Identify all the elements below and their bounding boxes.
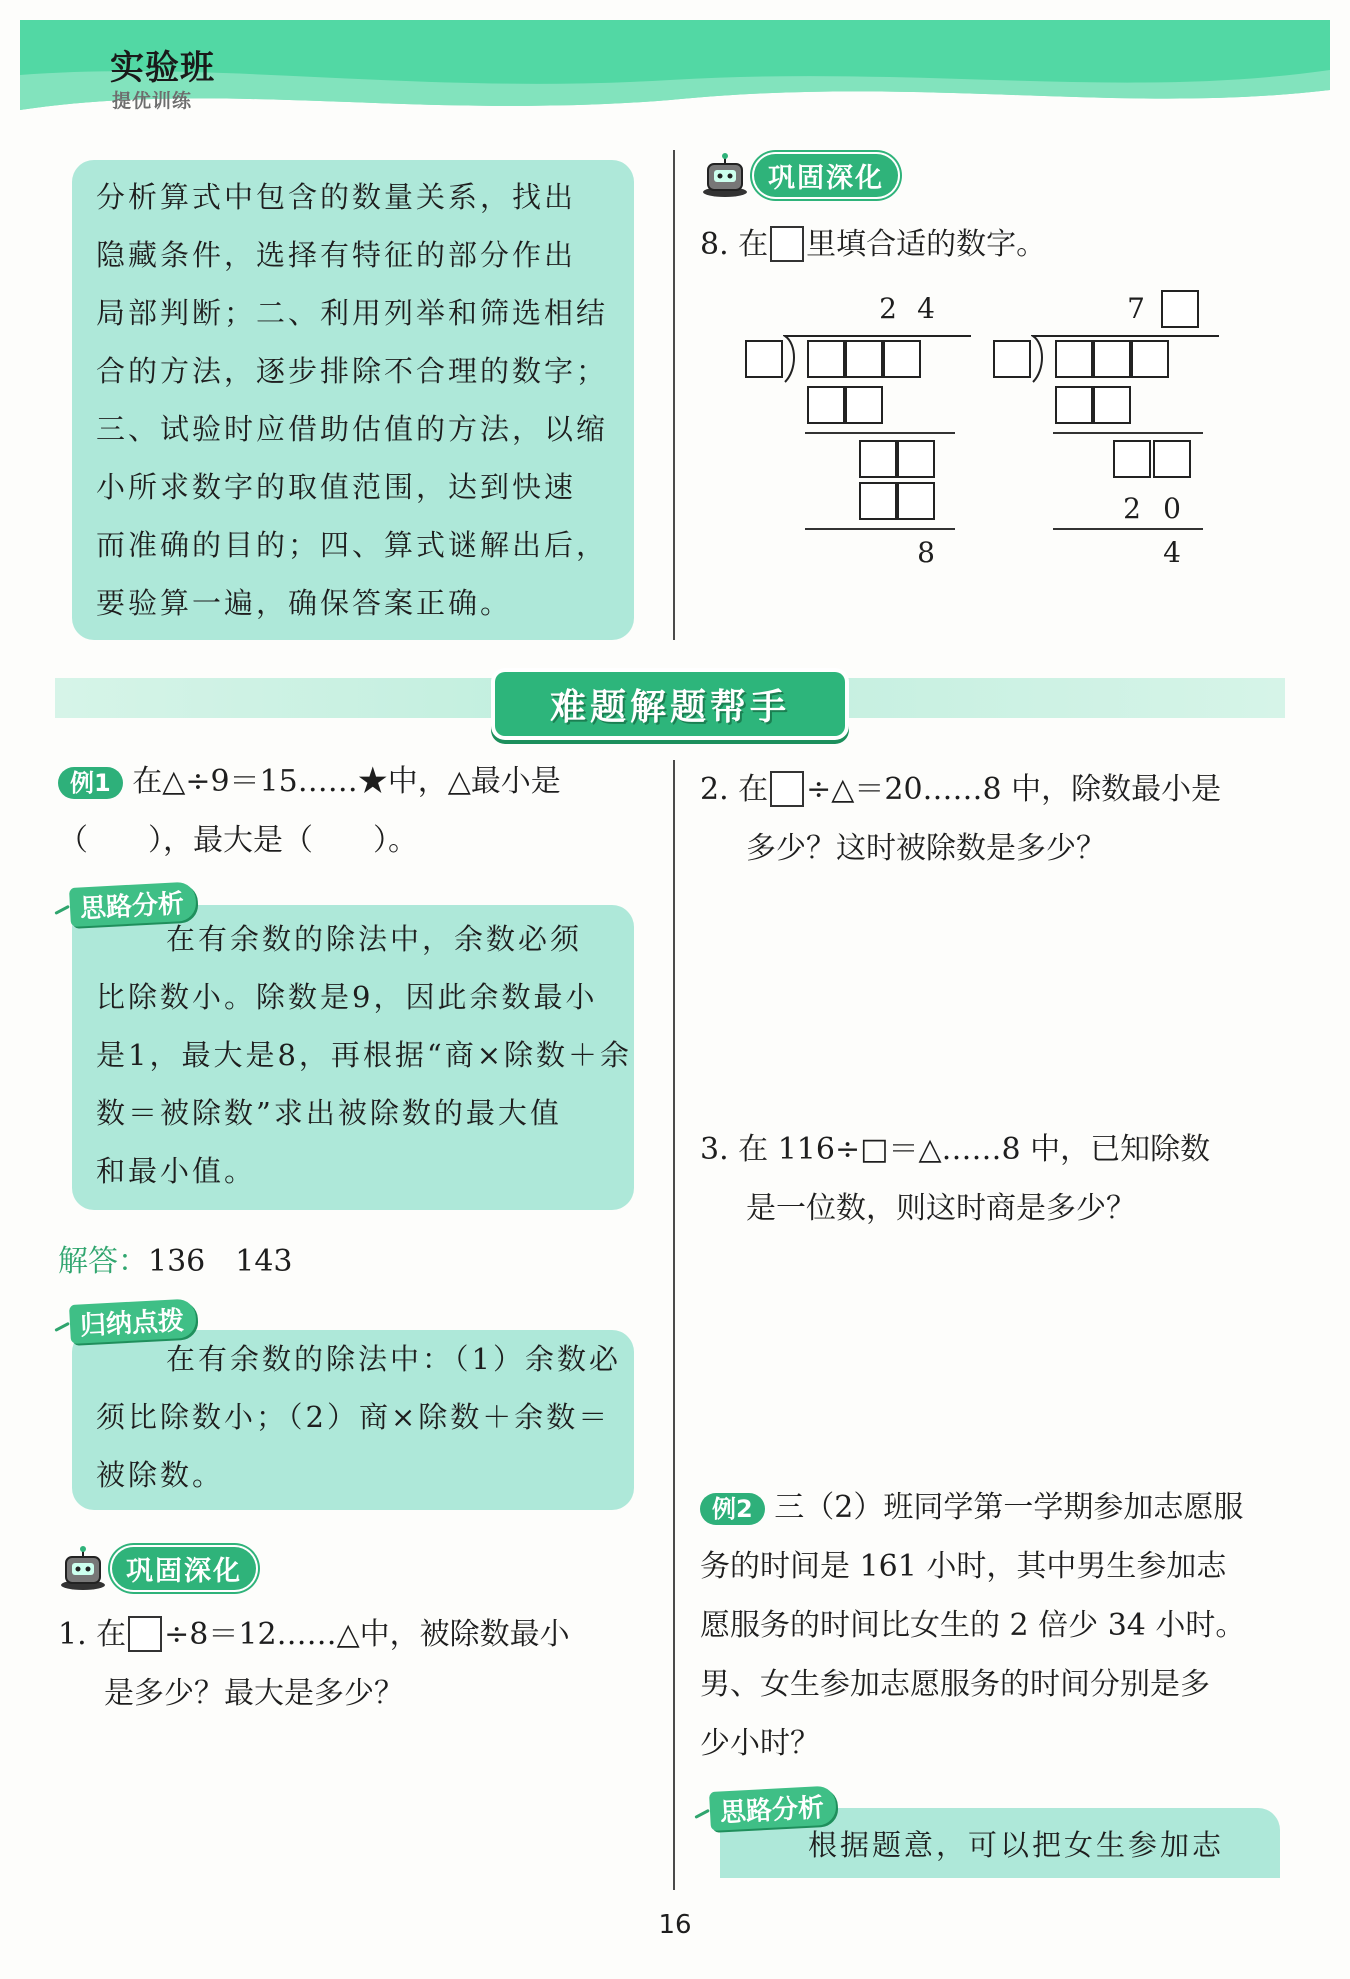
brand-title: 实验班 — [110, 48, 215, 88]
product-box[interactable] — [1093, 386, 1131, 424]
question-2-line1: ÷△＝20……8 中，除数最小是 — [806, 772, 1222, 807]
blank-square[interactable] — [770, 771, 804, 807]
analysis-line: 比除数小。除数是9，因此余数最小 — [96, 980, 598, 1014]
example-2-badge: 例2 — [700, 1493, 765, 1525]
question-2-line2: 多少？这时被除数是多少？ — [746, 831, 1106, 866]
example-2-line: 男、女生参加志愿服务的时间分别是多 — [700, 1667, 1210, 1702]
question-1 — [58, 1605, 658, 1723]
division-line — [1053, 432, 1203, 434]
analysis-line: 数＝被除数”求出被除数的最大值 — [96, 1096, 562, 1130]
column-divider-bottom — [673, 760, 675, 1890]
robot-icon — [58, 1545, 108, 1591]
example-1-badge: 例1 — [58, 767, 123, 799]
dividend-box[interactable] — [1093, 340, 1131, 378]
summary-tag: 归纳点拨 — [69, 1298, 197, 1344]
example-2-line: 愿服务的时间比女生的 2 倍少 34 小时。 — [700, 1608, 1246, 1643]
analysis-line: 和最小值。 — [96, 1154, 257, 1188]
summary-line: 在有余数的除法中：（1）余数必 — [166, 1342, 621, 1376]
example-2-line: 三（2）班同学第一学期参加志愿服 — [774, 1490, 1244, 1525]
example-1-answer — [58, 1232, 293, 1291]
answer-value: 136 143 — [148, 1244, 293, 1279]
question-2 — [700, 760, 1300, 878]
division-line — [1053, 528, 1203, 530]
remainder-digit: 4 — [1163, 536, 1181, 569]
blank-square[interactable] — [770, 226, 804, 262]
dividend-box[interactable] — [883, 340, 921, 378]
section-banner-title: 难题解题帮手 — [549, 686, 790, 728]
remainder-step-box[interactable] — [1153, 440, 1191, 478]
remainder-step-box[interactable] — [859, 440, 897, 478]
summary-line: 被除数。 — [96, 1458, 225, 1492]
product-box[interactable] — [807, 386, 845, 424]
quotient-digit: 4 — [917, 292, 935, 325]
question-2-prefix: 在 — [738, 772, 769, 807]
long-division-left — [745, 290, 965, 580]
tip-line: 要验算一遍，确保答案正确。 — [96, 586, 513, 620]
example-2 — [700, 1478, 1300, 1773]
analysis-line: 在有余数的除法中，余数必须 — [166, 922, 583, 956]
header-banner — [20, 20, 1330, 120]
product-box[interactable] — [1055, 386, 1093, 424]
question-3 — [700, 1120, 1300, 1238]
analysis-line: 根据题意，可以把女生参加志 — [808, 1828, 1225, 1862]
question-3-number: 3. — [700, 1132, 729, 1167]
product-digit: 0 — [1163, 492, 1181, 525]
question-1-prefix: 在 — [96, 1617, 127, 1652]
quotient-box[interactable] — [1161, 290, 1199, 328]
analysis-tag-1: 思路分析 — [69, 881, 197, 927]
dividend-box[interactable] — [1131, 340, 1169, 378]
page-number: 16 — [658, 1910, 692, 1940]
summary-line: 须比除数小；（2）商×除数＋余数＝ — [96, 1400, 611, 1434]
column-divider-top — [673, 150, 675, 640]
example-2-line: 少小时？ — [700, 1726, 820, 1761]
analysis-line: 是1，最大是8，再根据“商×除数＋余 — [96, 1038, 633, 1072]
dividend-box[interactable] — [1055, 340, 1093, 378]
quotient-digit: 7 — [1127, 292, 1145, 325]
answer-label: 解答： — [58, 1244, 148, 1279]
tip-line: 三、试验时应借助估值的方法，以缩 — [96, 412, 609, 446]
section-consolidate-label: 巩固深化 — [112, 1547, 256, 1590]
product-box[interactable] — [859, 482, 897, 520]
section-consolidate-top — [700, 152, 898, 198]
product-box[interactable] — [897, 482, 935, 520]
division-line — [805, 432, 955, 434]
remainder-step-box[interactable] — [897, 440, 935, 478]
analysis-tag-2: 思路分析 — [709, 1785, 837, 1831]
tip-line: 局部判断；二、利用列举和筛选相结 — [96, 296, 609, 330]
question-3-line2: 是一位数，则这时商是多少？ — [746, 1191, 1136, 1226]
product-digit: 2 — [1123, 492, 1141, 525]
blank-square[interactable] — [128, 1616, 162, 1652]
quotient-digit: 2 — [879, 292, 897, 325]
question-1-line2: 是多少？最大是多少？ — [104, 1676, 404, 1711]
question-8-prefix: 在 — [738, 227, 769, 262]
robot-icon — [700, 152, 750, 198]
question-2-number: 2. — [700, 772, 729, 807]
section-consolidate-label: 巩固深化 — [754, 154, 898, 197]
question-3-line1: 在 116÷□＝△……8 中，已知除数 — [738, 1132, 1211, 1167]
product-box[interactable] — [845, 386, 883, 424]
question-1-line1: ÷8＝12……△中，被除数最小 — [164, 1617, 570, 1652]
dividend-box[interactable] — [845, 340, 883, 378]
analysis-box-1-text — [96, 910, 636, 1200]
question-8 — [700, 215, 1046, 274]
remainder-digit: 8 — [917, 536, 935, 569]
example-1-line1: 在△÷9＝15……★中，△最小是 — [132, 764, 561, 799]
example-1 — [58, 752, 658, 870]
tip-line: 合的方法，逐步排除不合理的数字； — [96, 354, 609, 388]
question-8-number: 8. — [700, 227, 729, 262]
example-2-line: 务的时间是 161 小时，其中男生参加志 — [700, 1549, 1227, 1584]
question-8-suffix: 里填合适的数字。 — [806, 227, 1047, 262]
summary-box-text — [96, 1330, 636, 1504]
divisor-box[interactable] — [993, 340, 1031, 378]
example-1-line2: （ ），最大是（ ）。 — [58, 823, 418, 858]
long-division-right — [993, 290, 1213, 580]
question-1-number: 1. — [58, 1617, 87, 1652]
tip-line: 小所求数字的取值范围，达到快速 — [96, 470, 577, 504]
section-banner — [495, 672, 845, 736]
brand-subtitle: 提优训练 — [112, 90, 193, 112]
tip-line: 分析算式中包含的数量关系，找出 — [96, 180, 577, 214]
dividend-box[interactable] — [807, 340, 845, 378]
tip-box-methods-text — [96, 168, 636, 632]
section-consolidate-bottom — [58, 1545, 256, 1591]
remainder-step-box[interactable] — [1113, 440, 1151, 478]
divisor-box[interactable] — [745, 340, 783, 378]
tip-line: 而准确的目的；四、算式谜解出后， — [96, 528, 609, 562]
division-line — [805, 528, 955, 530]
tip-line: 隐藏条件，选择有特征的部分作出 — [96, 238, 577, 272]
